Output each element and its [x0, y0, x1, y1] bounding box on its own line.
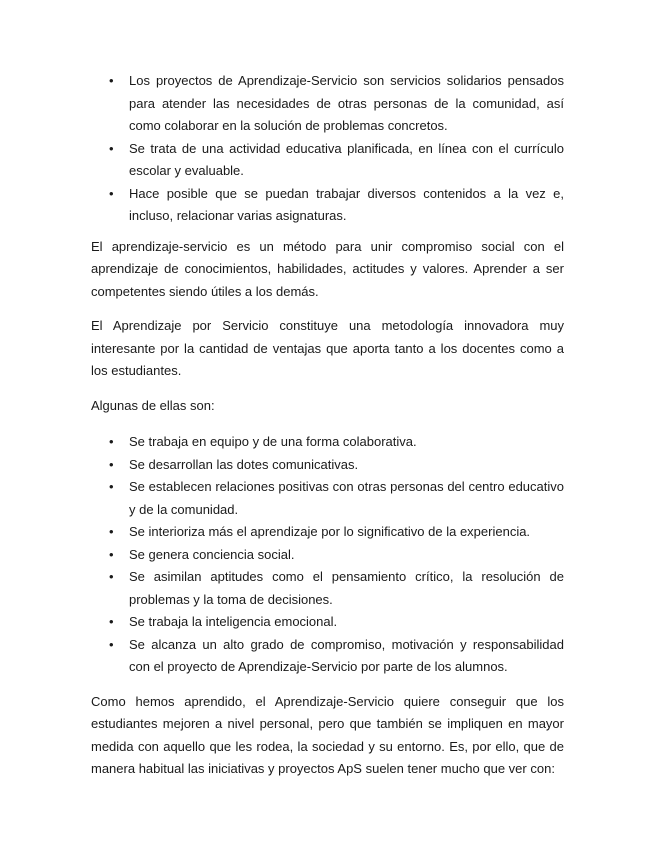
list-item: • Se genera conciencia social.	[91, 544, 564, 567]
list-item: • Se trabaja en equipo y de una forma colaborativa.	[91, 431, 564, 454]
list-item: • Los proyectos de Aprendizaje-Servicio son servicios solidarios pensados para atender las necesidades de otras personas de la comunidad, así como colaborar en la solución de problemas concretos.	[91, 70, 564, 138]
advantages-list	[91, 431, 564, 679]
list-item: • Hace posible que se puedan trabajar diversos contenidos a la vez e, incluso, relacionar varias asignaturas.	[91, 183, 564, 228]
paragraph-definition: El aprendizaje-servicio es un método para unir compromiso social con el aprendizaje de conocimientos, habilidades, actitudes y valores. Aprender a ser competentes siendo útiles a los demás.	[91, 238, 564, 299]
paragraph-conclusion: Como hemos aprendido, el Aprendizaje-Servicio quiere conseguir que los estudiantes mejoren a nivel personal, pero que también se impliquen en mayor medida con aquello que les rodea, la sociedad y su entorno. Es, por ello, que de manera habitual las iniciativas y proyectos ApS suelen tener mucho que ver con:	[91, 693, 564, 776]
list-item: • Se interioriza más el aprendizaje por lo significativo de la experiencia.	[91, 521, 564, 544]
list-item: • Se trabaja la inteligencia emocional.	[91, 611, 564, 634]
list-item: • Se establecen relaciones positivas con otras personas del centro educativo y de la comunidad.	[91, 476, 564, 521]
paragraph-methodology: El Aprendizaje por Servicio constituye una metodología innovadora muy interesante por la cantidad de ventajas que aporta tanto a los docentes como a los estudiantes.	[91, 318, 564, 378]
list-item: • Se alcanza un alto grado de compromiso, motivación y responsabilidad con el proyecto de Aprendizaje-Servicio por parte de los alumnos.	[91, 634, 564, 679]
benefits-intro-list	[91, 70, 564, 228]
paragraph-some-of-them: Algunas de ellas son:	[91, 397, 215, 413]
list-item: • Se trata de una actividad educativa planificada, en línea con el currículo escolar y evaluable.	[91, 138, 564, 183]
list-item: • Se desarrollan las dotes comunicativas.	[91, 454, 564, 477]
list-item: • Se asimilan aptitudes como el pensamiento crítico, la resolución de problemas y la toma de decisiones.	[91, 566, 564, 611]
